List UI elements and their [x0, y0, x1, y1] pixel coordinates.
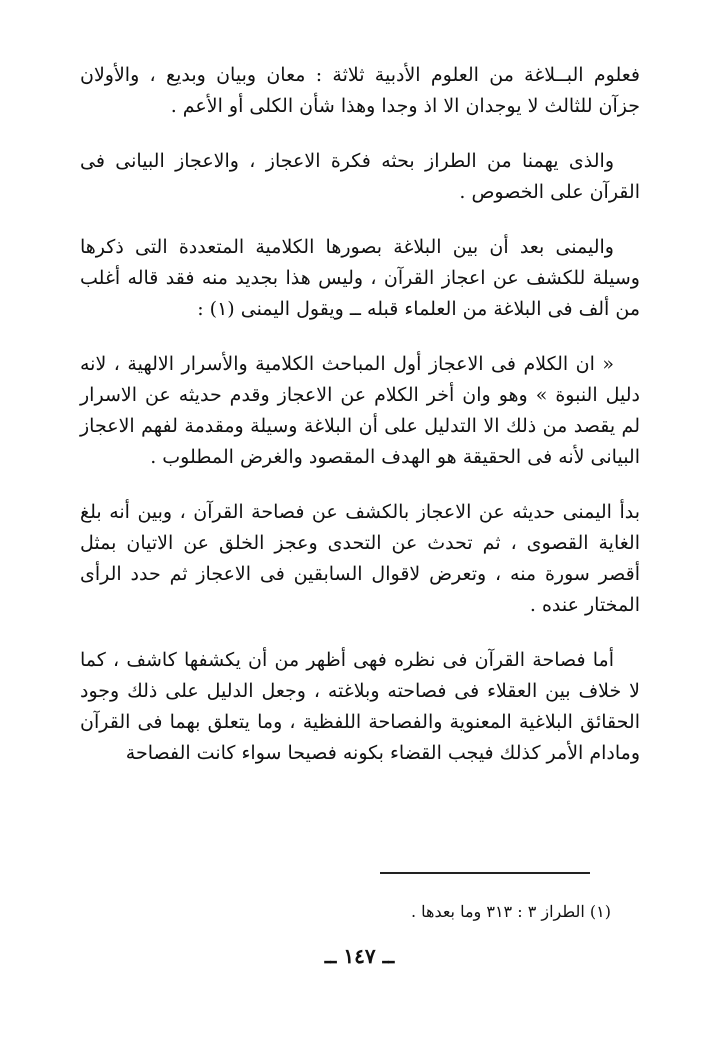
page-body [80, 60, 640, 793]
paragraph-1: فعلوم البــلاغة من العلوم الأدبية ثلاثة : معان وبيان وبديع ، والأولان جزآن للثالث لا يوجدان الا اذ وجدا وهذا شأن الكلى أو الأعم . [80, 64, 640, 117]
page-number: ــ ١٤٧ ــ [324, 944, 395, 968]
paragraph-2: والذى يهمنا من الطراز بحثه فكرة الاعجاز ، والاعجاز البيانى فى القرآن على الخصوص . [80, 150, 640, 203]
paragraph-4: « ان الكلام فى الاعجاز أول المباحث الكلامية والأسرار الالهية ، لانه دليل النبوة » وهو وان أخر الكلام عن الاعجاز وقدم حديثه عن الاسرار لم يقصد من ذلك الا التدليل على أن البلاغة وسيلة ومقدمة لفهم الاعجاز البيانى لأنه فى الحقيقة هو الهدف المقصود والغرض المطلوب . [80, 353, 640, 468]
paragraph-5: بدأ اليمنى حديثه عن الاعجاز بالكشف عن فصاحة القرآن ، وبين أنه بلغ الغاية القصوى ، ثم تحدث عن التحدى وعجز الخلق عن الاتيان بمثل أقصر سورة منه ، وتعرض لاقوال السابقين فى الاعجاز ثم حدد الرأى المختار عنده . [80, 501, 640, 616]
paragraph-3: واليمنى بعد أن بين البلاغة بصورها الكلامية المتعددة التى ذكرها وسيلة للكشف عن اعجاز القرآن ، وليس هذا بجديد منه فقد قاله أغلب من ألف فى البلاغة من العلماء قبله ــ ويقول اليمنى (١) : [80, 236, 640, 320]
footnote: (١) الطراز ٣ : ٣١٣ وما بعدها . [410, 902, 611, 921]
paragraph-6: أما فصاحة القرآن فى نظره فهى أظهر من أن يكشفها كاشف ، كما لا خلاف بين العقلاء فى فصاحته وبلاغته ، وجعل الدليل على ذلك وجود الحقائق البلاغية المعنوية والفصاحة اللفظية ، وما يتعلق بهما فى القرآن ومادام الأمر كذلك فيجب القضاء بكونه فصيحا سواء كانت الفصاحة [80, 649, 640, 764]
footnote-divider [380, 872, 590, 874]
